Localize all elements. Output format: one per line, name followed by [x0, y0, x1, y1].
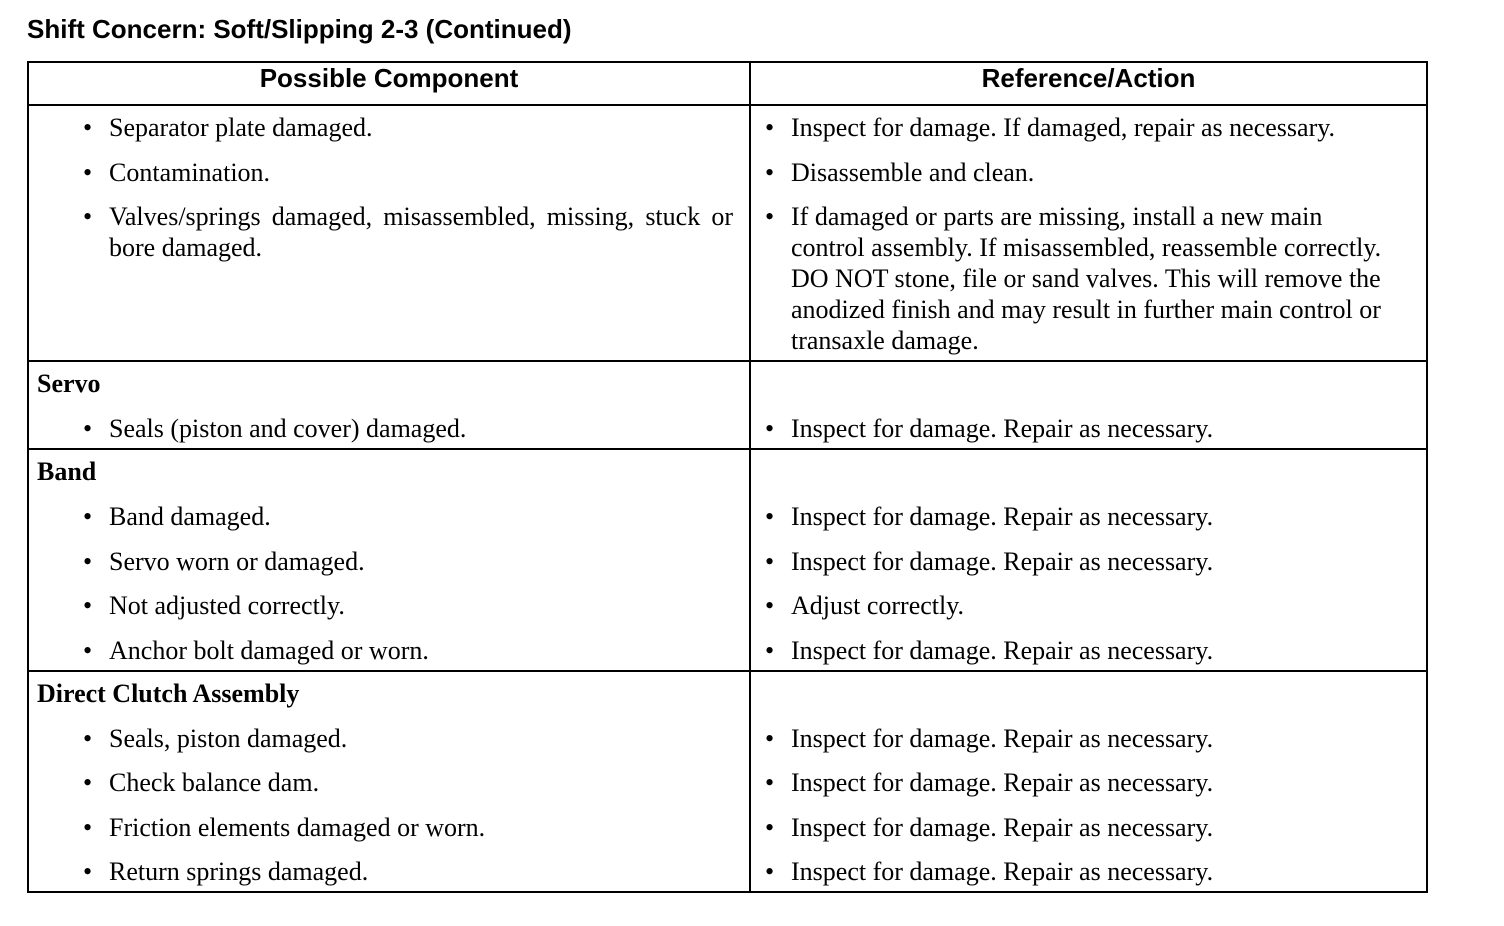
list-item: • Adjust correctly.	[765, 591, 965, 620]
bullet-icon: •	[83, 723, 93, 753]
bullet-icon: •	[765, 723, 775, 753]
list-item: • Seals, piston damaged.	[83, 723, 348, 753]
diagnosis-table	[27, 61, 1428, 893]
list-item: • Inspect for damage. Repair as necessary.	[765, 414, 1214, 443]
bullet-icon: •	[765, 202, 775, 231]
bullet-icon: •	[83, 591, 93, 620]
list-item: • Inspect for damage. Repair as necessary.	[765, 546, 1214, 576]
bullet-icon: •	[765, 113, 775, 142]
bullet-icon: •	[83, 768, 93, 797]
action-cell	[750, 449, 1427, 671]
bullet-icon: •	[83, 812, 93, 842]
list-item: • Inspect for damage. Repair as necessary.	[765, 635, 1214, 665]
bullet-icon: •	[83, 857, 93, 886]
list-item: • Not adjusted correctly.	[83, 591, 345, 620]
bullet-icon: •	[765, 157, 775, 187]
bullet-icon: •	[765, 414, 775, 443]
list-item: • Inspect for damage. Repair as necessary.	[765, 857, 1214, 886]
header-reference-action: Reference/Action	[750, 62, 1427, 105]
page-title: Shift Concern: Soft/Slipping 2-3 (Continued)	[27, 14, 572, 44]
component-cell	[28, 449, 750, 671]
component-cell	[28, 105, 750, 361]
list-item: • Separator plate damaged.	[83, 113, 373, 142]
component-cell	[28, 671, 750, 893]
table-group-row	[28, 361, 1427, 449]
list-item: • Disassemble and clean.	[765, 157, 1035, 187]
bullet-icon: •	[765, 857, 775, 886]
table-header-row	[28, 62, 1427, 105]
list-item: • Inspect for damage. If damaged, repair as necessary.	[765, 113, 1336, 142]
group-title-servo: Servo	[37, 369, 101, 398]
group-title-band: Band	[37, 457, 97, 486]
list-item: • Anchor bolt damaged or worn.	[83, 635, 429, 665]
bullet-icon: •	[765, 812, 775, 842]
action-cell	[750, 105, 1427, 361]
bullet-icon: •	[765, 768, 775, 797]
bullet-icon: •	[83, 502, 93, 531]
bullet-icon: •	[83, 546, 93, 576]
bullet-icon: •	[83, 414, 93, 443]
list-item: • Inspect for damage. Repair as necessary.	[765, 812, 1214, 842]
list-item: • Inspect for damage. Repair as necessary.	[765, 502, 1214, 531]
table-group-row	[28, 105, 1427, 361]
bullet-icon: •	[765, 591, 775, 620]
bullet-icon: •	[765, 635, 775, 665]
list-item: • Inspect for damage. Repair as necessary.	[765, 723, 1214, 753]
list-item: • Servo worn or damaged.	[83, 546, 365, 576]
list-item: • Friction elements damaged or worn.	[83, 812, 486, 842]
group-title-direct-clutch: Direct Clutch Assembly	[37, 678, 300, 708]
component-cell	[28, 361, 750, 449]
list-item: • Inspect for damage. Repair as necessary.	[765, 768, 1214, 797]
list-item: • Seals (piston and cover) damaged.	[83, 414, 467, 443]
bullet-icon: •	[765, 546, 775, 576]
header-possible-component: Possible Component	[28, 62, 750, 105]
list-item: • Return springs damaged.	[83, 857, 369, 886]
list-item: • Check balance dam.	[83, 768, 320, 797]
action-cell	[750, 361, 1427, 449]
bullet-icon: •	[765, 502, 775, 531]
action-cell	[750, 671, 1427, 893]
list-item: • Band damaged.	[83, 502, 271, 531]
table-group-row	[28, 449, 1427, 671]
list-item: • Contamination.	[83, 157, 271, 187]
list-item: • Valves/springs damaged, misassembled, missing, stuck or bore damaged.	[83, 202, 733, 262]
bullet-icon: •	[83, 113, 93, 142]
table-group-row	[28, 671, 1427, 893]
bullet-icon: •	[83, 157, 93, 187]
bullet-icon: •	[83, 202, 93, 231]
bullet-icon: •	[83, 635, 93, 665]
list-item: • If damaged or parts are missing, install a new main control assembly. If misassembled, reassemble correctly. DO NOT stone, file or sand valves. This will remove the anodized finish and may result in further main control or transaxle damage.	[765, 202, 1382, 355]
